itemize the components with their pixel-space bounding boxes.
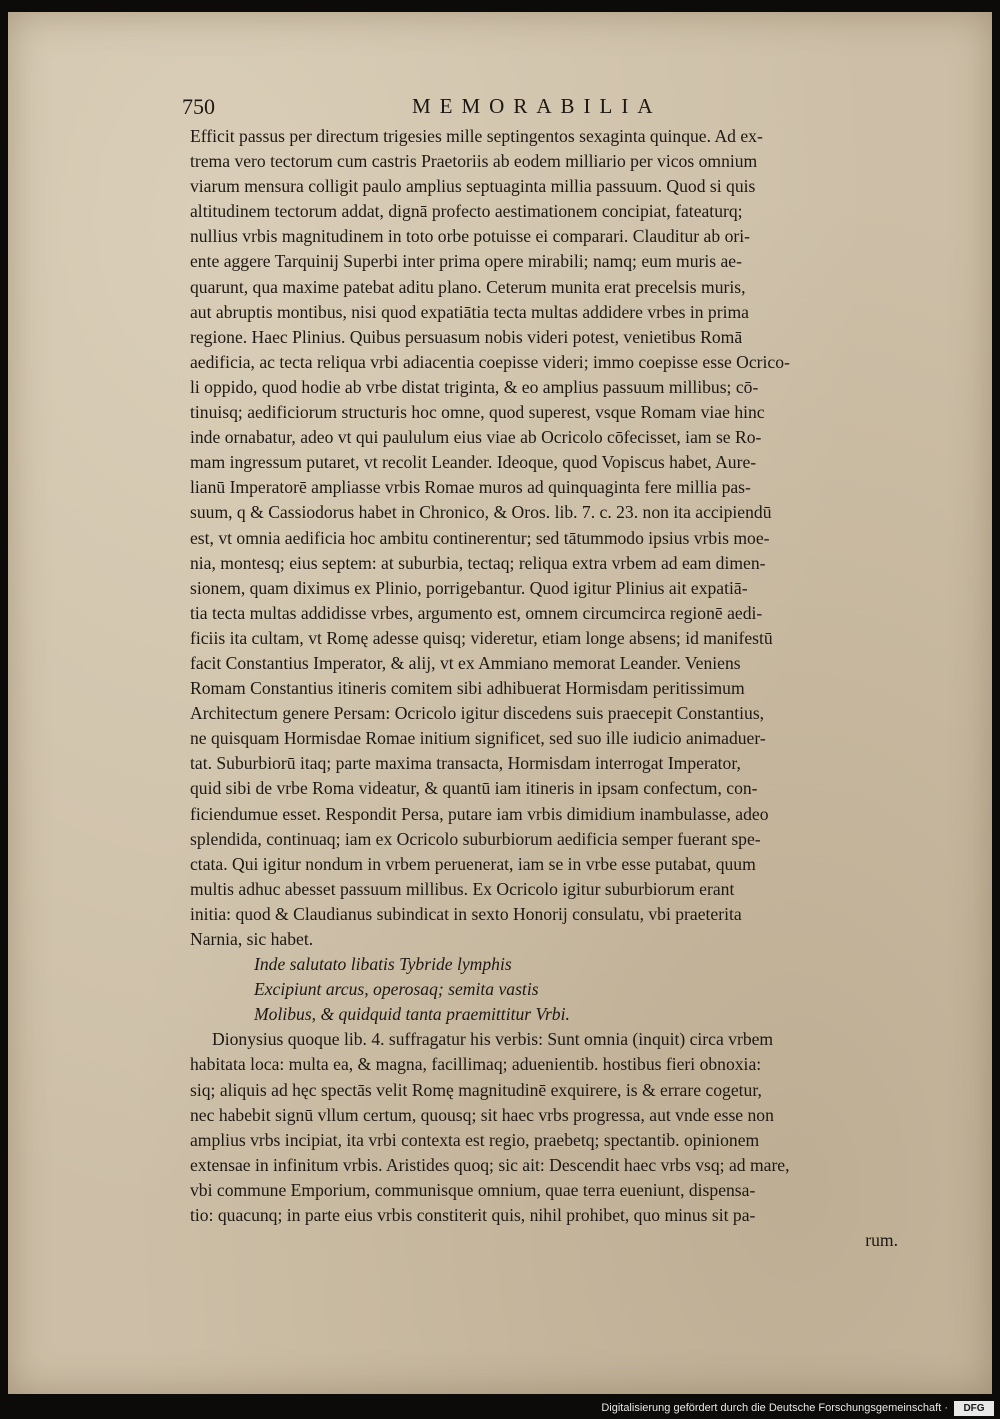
text-line: tio: quacunq; in parte eius vrbis constiterit quis, nihil prohibet, quo minus sit pa- [190,1205,756,1226]
text-line: vbi commune Emporium, communisque omnium, quae terra eueniunt, dispensa- [190,1179,756,1200]
text-line: nullius vrbis magnitudinem in toto orbe potuisse ei comparari. Clauditur ab ori- [190,226,750,247]
text-line: splendida, continuaq; iam ex Ocricolo suburbiorum aedificia semper fuerant spe- [190,828,761,849]
text-line: sionem, quam diximus ex Plinio, porrigebantur. Quod igitur Plinius ait expatiā- [190,577,748,598]
text-line: quid sibi de vrbe Roma videatur, & quantū iam itineris in ipsam confectum, con- [190,778,758,799]
text-line: amplius vrbs incipiat, ita vrbi contexta est regio, praebetq; spectantib. opinionem [190,1129,760,1150]
text-block [190,124,918,1253]
text-line: suum, q & Cassiodorus habet in Chronico, & Oros. lib. 7. c. 23. non ita accipiendū [190,502,772,523]
text-line: multis adhuc abesset passuum millibus. Ex Ocricolo igitur suburbiorum erant [190,878,735,899]
text-line: tia tecta multas addidisse vrbes, argumento est, omnem circumcirca regionē aedi- [190,602,763,623]
text-line: facit Constantius Imperator, & alij, vt ex Ammiano memorat Leander. Veniens [190,652,741,673]
text-line: Efficit passus per directum trigesies mille septingentos sexaginta quinque. Ad ex- [190,126,763,146]
text-line: aedificia, ac tecta reliqua vrbi adiacentia coepisse videri; immo coepisse esse Ocrico- [190,351,790,372]
text-line: Dionysius quoque lib. 4. suffragatur his verbis: Sunt omnia (inquit) circa vrbem [212,1029,774,1050]
verse-line: Excipiunt arcus, operosaq; semita vastis [254,979,539,1000]
dfg-logo: DFG [954,1401,994,1416]
text-line: ctata. Qui igitur nondum in vrbem peruenerat, iam se in vrbe esse putabat, quum [190,853,756,874]
running-title: MEMORABILIA [412,94,662,118]
text-line: ente aggere Tarquinij Superbi inter prima opere mirabili; namq; eum muris ae- [190,251,742,272]
catchword: rum. [865,1230,898,1251]
text-line: extensae in infinitum vrbis. Aristides quoq; sic ait: Descendit haec vrbs vsq; ad mare, [190,1154,790,1175]
text-line: ficiis ita cultam, vt Romę adesse quisq; videretur, etiam longe absens; id manifestū [190,627,773,648]
text-line: quarunt, qua maxime patebat aditu plano. Ceterum munita erat precelsis muris, [190,276,746,297]
text-line: altitudinem tectorum addat, dignā profecto aestimationem concipiat, fateaturq; [190,201,743,222]
digitization-credit: Digitalisierung gefördert durch die Deutsche Forschungsgemeinschaft · [601,1402,948,1414]
book-page [8,12,992,1394]
text-line: ne quisquam Hormisdae Romae initium significet, sed suo ille iudicio animaduer- [190,728,766,749]
text-line: siq; aliquis ad hęc spectās velit Romę magnitudinē exquirere, is & errare cogetur, [190,1079,762,1100]
page-number: 750 [182,94,215,119]
verse-line: Inde salutato libatis Tybride lymphis [254,954,512,975]
page-header [182,94,922,124]
text-line: mam ingressum putaret, vt recolit Leander. Ideoque, quod Vopiscus habet, Aure- [190,452,757,473]
text-line: inde ornabatur, adeo vt qui paululum eius viae ab Ocricolo cōfecisset, iam se Ro- [190,427,762,448]
text-line: nia, montesq; eius septem: at suburbia, tectaq; reliqua extra vrbem ad eam dimen- [190,552,766,573]
text-line: Architectum genere Persam: Ocricolo igitur discedens suis praecepit Constantius, [190,703,765,724]
text-line: li oppido, quod hodie ab vrbe distat triginta, & eo amplius passuum millibus; cō- [190,376,759,397]
text-line: initia: quod & Claudianus subindicat in sexto Honorij consulatu, vbi praeterita [190,903,742,924]
text-line: viarum mensura colligit paulo amplius septuaginta millia passuum. Quod si quis [190,176,756,197]
footer-bar [0,1400,1000,1419]
text-line: Narnia, sic habet. [190,929,314,949]
text-line: Romam Constantius itineris comitem sibi adhibuerat Hormisdam peritissimum [190,678,745,699]
verse-line: Molibus, & quidquid tanta praemittitur Vrbi. [254,1004,570,1025]
text-line: tinuisq; aedificiorum structuris hoc omne, quod superest, vsque Romam viae hinc [190,402,765,423]
text-line: lianū Imperatorē ampliasse vrbis Romae muros ad quinquaginta fere millia pas- [190,477,751,498]
text-line: trema vero tectorum cum castris Praetoriis ab eodem milliario per vicos omnium [190,151,758,172]
text-line: aut abruptis montibus, nisi quod expatiātia tecta multas addidere vrbes in prima [190,301,749,322]
text-line: regione. Haec Plinius. Quibus persuasum nobis videri potest, venietibus Romā [190,326,743,347]
text-line: ficiendumue esset. Respondit Persa, putare iam vrbis dimidium inambulasse, adeo [190,803,769,824]
text-line: nec habebit signū vllum certum, quousq; sit haec vrbs progressa, aut vnde esse non [190,1104,774,1125]
text-line: est, vt omnia aedificia hoc ambitu continerentur; sed tātummodo ipsius vrbis moe- [190,527,770,548]
text-line: habitata loca: multa ea, & magna, facillimaq; aduenientib. hostibus fieri obnoxia: [190,1054,762,1075]
text-line: tat. Suburbiorū itaq; parte maxima transacta, Hormisdam interrogat Imperator, [190,753,741,774]
